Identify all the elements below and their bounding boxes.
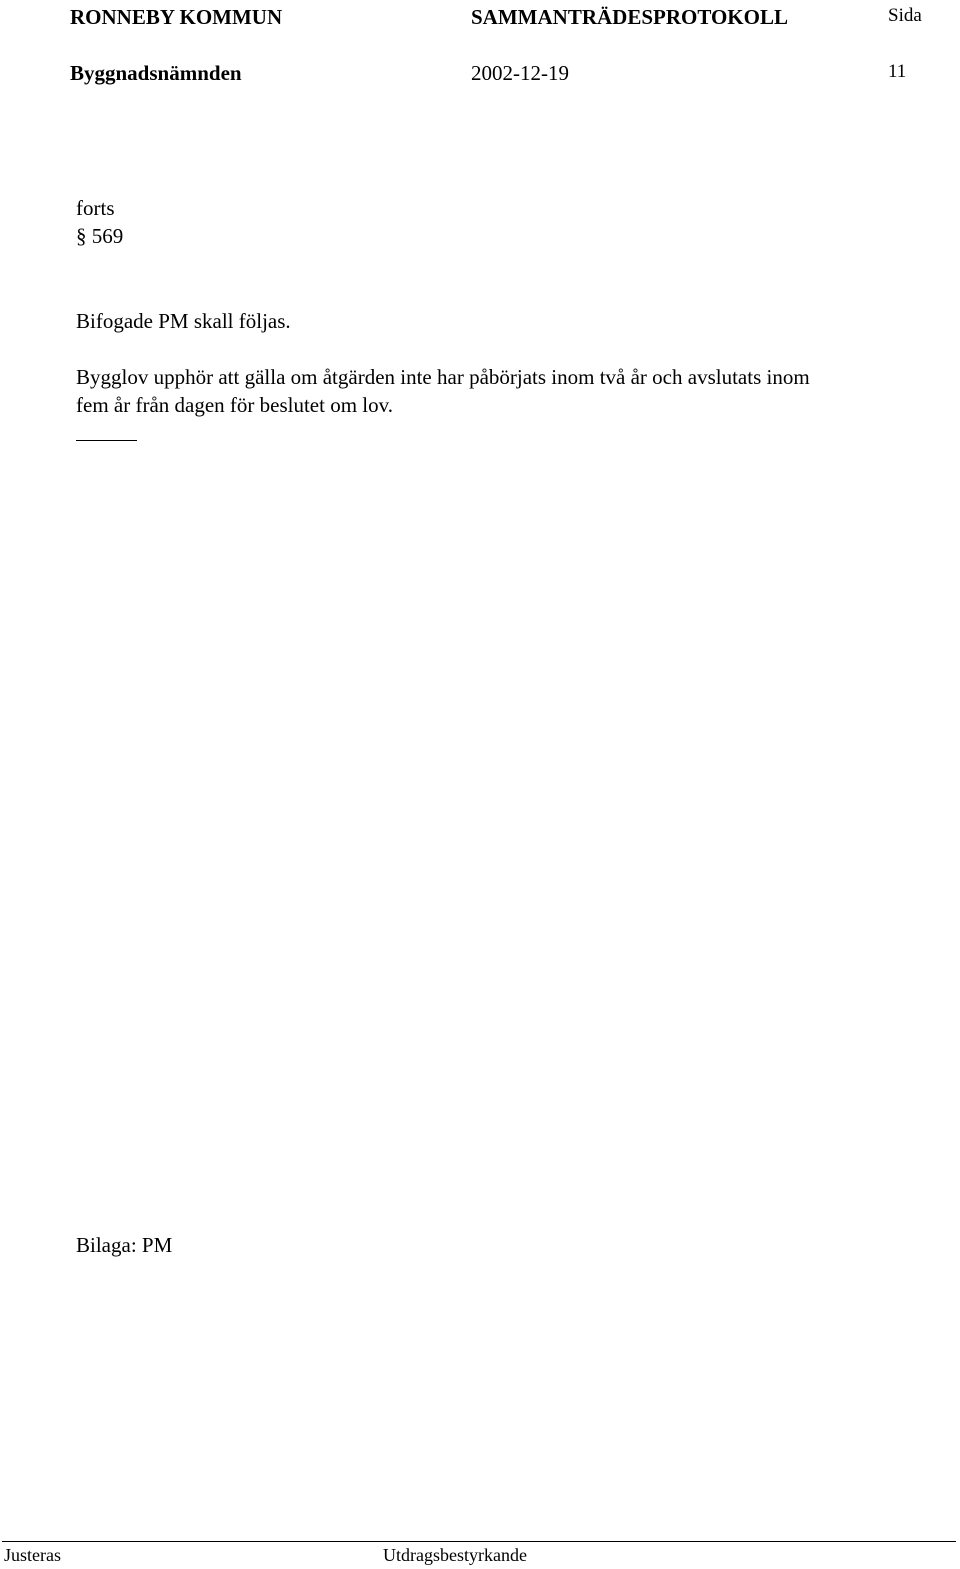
continued-label: forts: [76, 196, 115, 220]
document-type: SAMMANTRÄDESPROTOKOLL: [471, 5, 788, 29]
paragraph-line: Bygglov upphör att gälla om åtgärden inte har påbörjats inom två år och avslutats inom: [76, 365, 810, 389]
page-label: Sida: [888, 5, 922, 26]
committee-name: Byggnadsnämnden: [70, 61, 242, 85]
section-number: § 569: [76, 224, 124, 248]
attachment-note: Bilaga: PM: [76, 1233, 173, 1257]
footer-justeras: Justeras: [4, 1545, 61, 1565]
footer-utdragsbestyrkande: Utdragsbestyrkande: [383, 1545, 527, 1565]
organization-name: RONNEBY KOMMUN: [70, 5, 283, 29]
footer-divider: [2, 1541, 956, 1542]
meeting-date: 2002-12-19: [471, 61, 569, 85]
section-end-rule: [76, 440, 137, 441]
paragraph-line: fem år från dagen för beslutet om lov.: [76, 393, 394, 417]
paragraph: Bifogade PM skall följas.: [76, 309, 291, 333]
page-number: 11: [888, 61, 907, 82]
